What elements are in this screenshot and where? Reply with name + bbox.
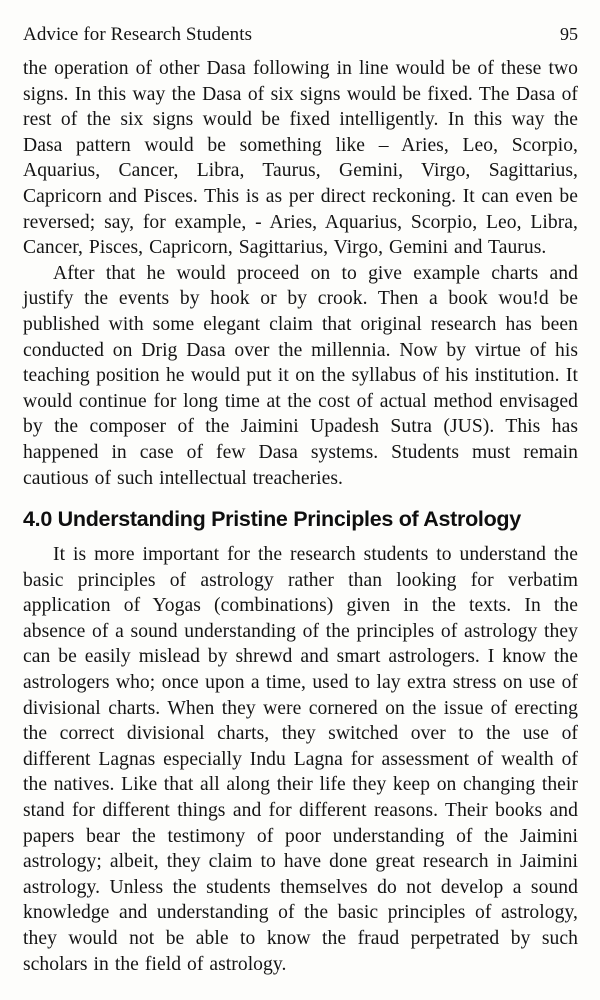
paragraph-pristine-principles: It is more important for the research students to understand the basic principles of astrology rather than looking for verbatim application of Yogas (combinations) given in the texts. In the absence of a sound understanding of the principles of astrology they can be easily mislead by shrewd and smart astrologers. I know the astrologers who; once upon a time, used to lay extra stress on use of divisional charts. When they were cornered on the issue of erecting the correct divisional charts, they switched over to the use of different Lagnas especially Indu Lagna for assessment of wealth of the natives. Like that all along their life they keep on changing their stand for different things and for different reasons. Their books and papers bear the testimony of poor understanding of the Jaimini astrology; albeit, they claim to have done great research in Jaimini astrology. Unless the students themselves do not develop a sound knowledge and understanding of the basic principles of astrology, they would not be able to know the fraud perpetrated by such scholars in the field of astrology.: [23, 544, 578, 975]
page-header: [23, 22, 578, 47]
page-number: 95: [560, 24, 578, 44]
running-title: Advice for Research Students: [23, 24, 253, 45]
paragraph-dasa-continuation: the operation of other Dasa following in line would be of these two signs. In this way the Dasa of six signs would be fixed. The Dasa of rest of the six signs would be fixed intelligently. In this way the Dasa pattern would be something like – Aries, Leo, Scorpio, Aquarius, Cancer, Libra, Taurus, Gemini, Virgo, Sagittarius, Capricorn and Pisces. This is as per direct reckoning. It can even be reversed; say, for example, - Aries, Aquarius, Scorpio, Leo, Libra, Cancer, Pisces, Capricorn, Sagittarius, Virgo, Gemini and Taurus.: [23, 58, 578, 259]
paragraph-example-charts: After that he would proceed on to give example charts and justify the events by hook or by crook. Then a book wou!d be published with some elegant claim that original research has been conducted on Drig Dasa over the millennia. Now by virtue of his teaching position he would put it on the syllabus of his institution. It would continue for long time at the cost of actual method envisaged by the composer of the Jaimini Upadesh Sutra (JUS). This has happened in case of few Dasa systems. Students must remain cautious of such intellectual treacheries.: [23, 262, 578, 489]
section-heading: 4.0 Understanding Pristine Principles of Astrology: [23, 507, 521, 532]
